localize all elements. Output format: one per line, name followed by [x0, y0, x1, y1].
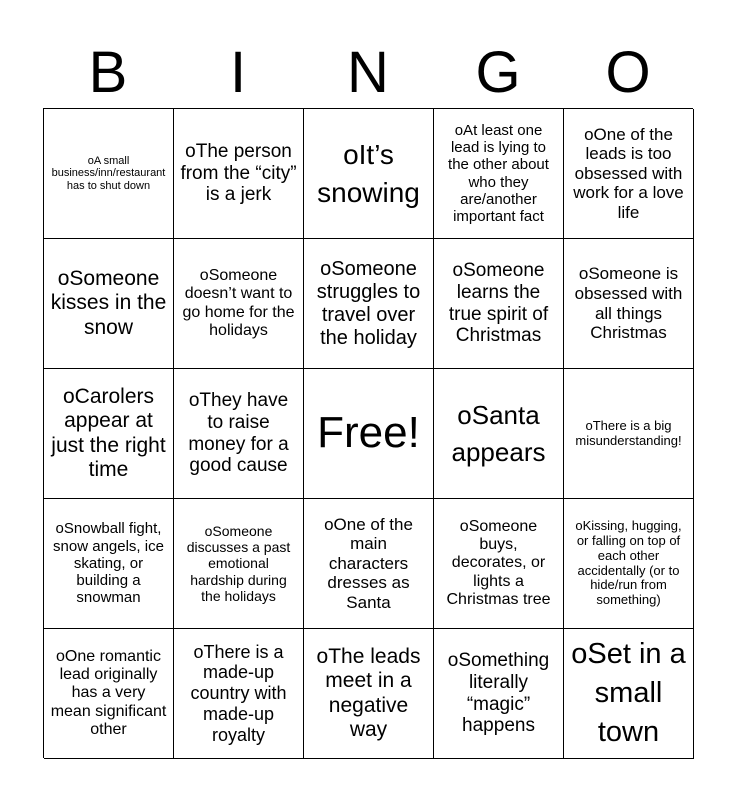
cell-text: oSomeone learns the true spirit of Christmas — [448, 259, 549, 347]
cell-text: oThe person from the “city” is a jerk — [180, 140, 297, 206]
cell-text: oA small business/inn/restaurant has to shut down — [51, 154, 166, 192]
cell-text: oThe leads meet in a negative way — [316, 645, 421, 741]
cell-text: oSnowball fight, snow angels, ice skating, or building a snowman — [53, 520, 164, 607]
bingo-cell[interactable] — [304, 499, 434, 629]
bingo-cell[interactable] — [434, 629, 564, 759]
bingo-cell[interactable] — [44, 629, 174, 759]
cell-text: oSomeone struggles to travel over the holiday — [316, 257, 421, 349]
cell-text: oKissing, hugging, or falling on top of each other accidentally (or to hide/run from something) — [575, 517, 682, 608]
free-space[interactable] — [304, 369, 434, 499]
bingo-cell[interactable] — [564, 109, 694, 239]
cell-text: oOne of the leads is too obsessed with work for a love life — [573, 124, 684, 222]
header-letter-b: B — [88, 40, 128, 105]
bingo-cell[interactable] — [564, 239, 694, 369]
bingo-cell[interactable] — [564, 369, 694, 499]
cell-text: oAt least one lead is lying to the other about who they are/another important fact — [448, 121, 549, 225]
free-space-label: Free! — [317, 408, 420, 458]
bingo-cell[interactable] — [304, 109, 434, 239]
cell-text: oCarolers appear at just the right time — [51, 385, 166, 481]
cell-text: oThey have to raise money for a good cause — [188, 389, 289, 477]
header-letter-n: N — [347, 40, 389, 105]
bingo-cell[interactable] — [44, 239, 174, 369]
bingo-cell[interactable] — [44, 499, 174, 629]
cell-text: oSomeone kisses in the snow — [50, 267, 167, 339]
cell-text: oSomeone is obsessed with all things Christmas — [574, 264, 683, 343]
cell-text: oThere is a made-up country with made-up royalty — [190, 641, 287, 745]
bingo-cell[interactable] — [304, 239, 434, 369]
header-letter-i: I — [229, 40, 247, 105]
cell-text: oSanta appears — [451, 400, 546, 467]
header-letter-o: O — [605, 40, 651, 105]
cell-text: oSomeone buys, decorates, or lights a Christmas tree — [446, 517, 551, 609]
cell-text: oThere is a big misunderstanding! — [575, 417, 682, 448]
cell-text: oSet in a small town — [571, 637, 686, 749]
bingo-cell[interactable] — [304, 629, 434, 759]
bingo-header — [43, 38, 693, 108]
cell-text: oOne romantic lead originally has a very mean significant other — [50, 647, 167, 739]
bingo-grid — [43, 108, 693, 758]
bingo-cell[interactable] — [174, 369, 304, 499]
bingo-cell[interactable] — [44, 369, 174, 499]
bingo-cell[interactable] — [434, 499, 564, 629]
bingo-cell[interactable] — [434, 109, 564, 239]
bingo-cell[interactable] — [564, 499, 694, 629]
bingo-cell[interactable] — [174, 109, 304, 239]
cell-text: oSomeone discusses a past emotional hardship during the holidays — [186, 523, 291, 604]
bingo-cell[interactable] — [174, 239, 304, 369]
bingo-cell[interactable] — [174, 629, 304, 759]
cell-text: oOne of the main characters dresses as Santa — [324, 514, 413, 612]
cell-text: oSomething literally “magic” happens — [447, 649, 550, 737]
bingo-cell[interactable] — [174, 499, 304, 629]
bingo-cell[interactable] — [564, 629, 694, 759]
bingo-cell[interactable] — [434, 369, 564, 499]
bingo-cell[interactable] — [434, 239, 564, 369]
bingo-cell[interactable] — [44, 109, 174, 239]
cell-text: oSomeone doesn’t want to go home for the holidays — [182, 266, 295, 339]
header-letter-g: G — [475, 40, 521, 105]
cell-text: oIt’s snowing — [317, 138, 420, 208]
